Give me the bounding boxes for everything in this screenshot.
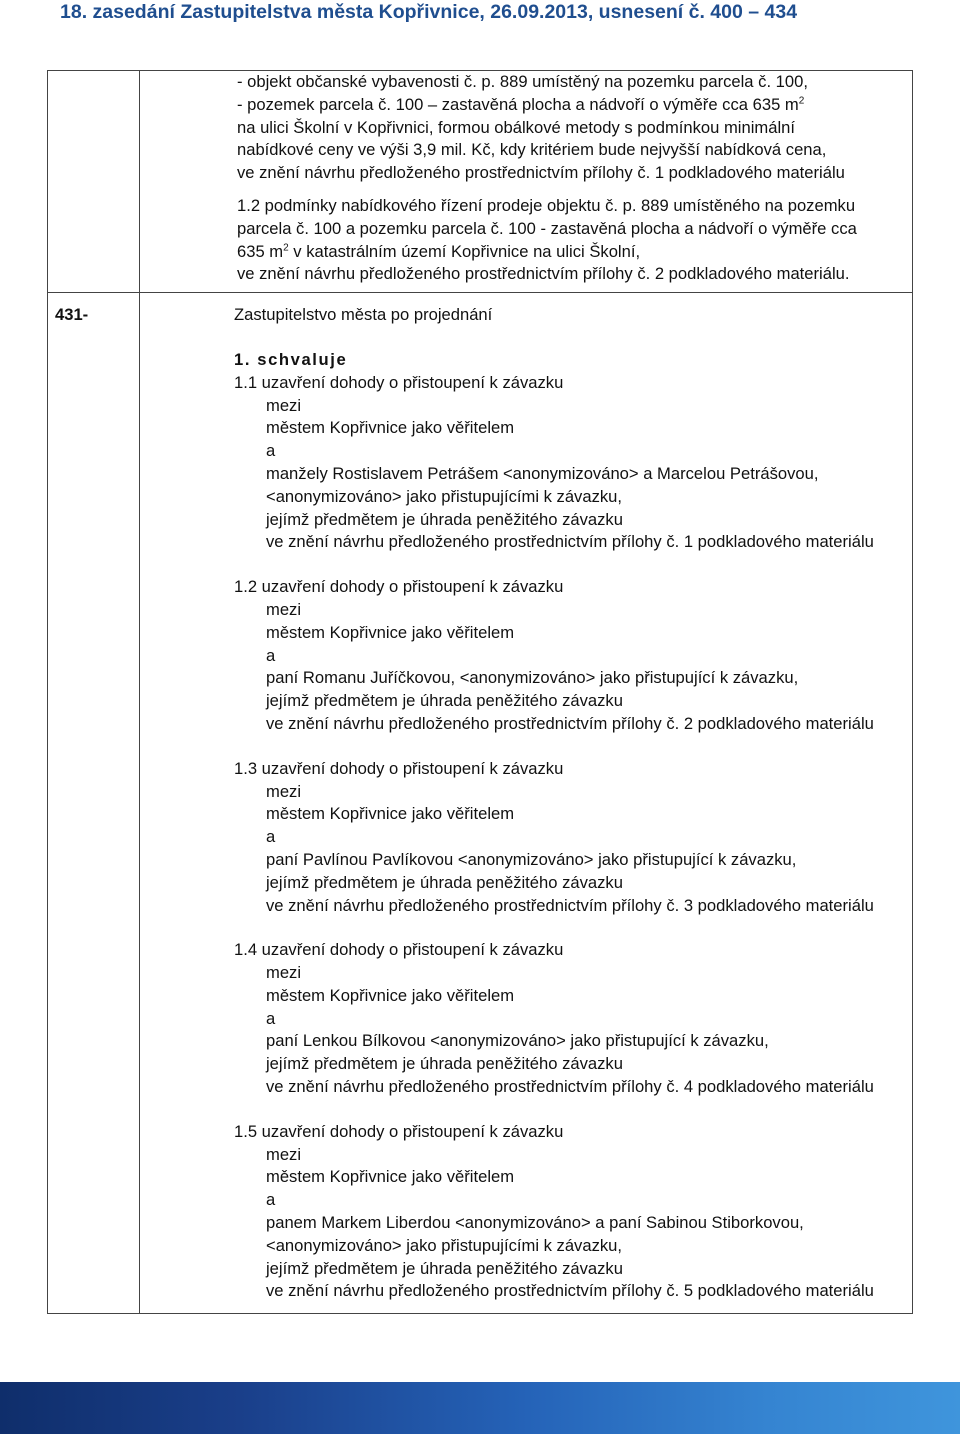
text-line: - objekt občanské vybavenosti č. p. 889 umístěný na pozemku parcela č. 100, [237,72,808,91]
item-title: 1.4 uzavření dohody o přistoupení k závazku [234,940,564,960]
list-item [234,576,912,736]
resolution-table [47,70,913,1314]
text-line: ve znění návrhu předloženého prostřednictvím přílohy č. 5 podkladového materiálu [266,1281,874,1301]
text-line: a [266,827,276,847]
text-line: jejímž předmětem je úhrada peněžitého závazku [266,1054,623,1074]
table-row-previous [48,71,913,293]
text-line: mezi [266,781,302,801]
text-line: mezi [266,1144,302,1164]
text-line [237,241,912,264]
resolution-intro: Zastupitelstvo města po projednání [234,305,493,325]
text-line: manžely Rostislavem Petrášem <anonymizováno> a Marcelou Petrášovou, [266,463,819,483]
superscript: 2 [798,95,805,107]
text-line: a [266,441,276,461]
text-fragment: v katastrálním území Kopřivnice na ulici Školní, [288,241,641,261]
text-line: ve znění návrhu předloženého prostřednictvím přílohy č. 2 podkladového materiálu [266,713,874,733]
text-line: městem Kopřivnice jako věřitelem [266,804,515,824]
text-line: mezi [266,963,302,983]
item-title: 1.1 uzavření dohody o přistoupení k závazku [234,372,564,392]
item-title: 1.2 uzavření dohody o přistoupení k závazku [234,577,564,597]
text-line: ve znění návrhu předloženého prostřednictvím přílohy č. 1 podkladového materiálu [266,532,874,552]
list-item [234,1121,912,1303]
text-fragment: 635 m [237,241,284,261]
text-line: jejímž předmětem je úhrada peněžitého závazku [266,691,623,711]
footer-band [0,1382,960,1434]
text-line: městem Kopřivnice jako věřitelem [266,418,515,438]
text-line: paní Lenkou Bílkovou <anonymizováno> jako přistupující k závazku, [266,1031,769,1051]
content-cell-resolution [140,293,913,1314]
number-cell [48,293,140,1314]
text-line: 1.2 podmínky nabídkového řízení prodeje objektu č. p. 889 umístěného na pozemku [237,195,856,215]
text-line: ve znění návrhu předloženého prostřednictvím přílohy č. 4 podkladového materiálu [266,1077,874,1097]
text-line: mezi [266,395,302,415]
list-item [234,758,912,918]
text-line [237,94,912,117]
text-line: a [266,645,276,665]
text-fragment: - pozemek parcela č. 100 – zastavěná plocha a nádvoří o výměře cca 635 m [237,94,799,114]
superscript: 2 [283,242,289,254]
text-line: městem Kopřivnice jako věřitelem [266,1167,515,1187]
text-line: <anonymizováno> jako přistupujícími k závazku, [266,1235,623,1255]
list-item [234,939,912,1099]
text-line: jejímž předmětem je úhrada peněžitého závazku [266,872,623,892]
text-line: nabídkové ceny ve výši 3,9 mil. Kč, kdy kritériem bude nejvyšší nabídková cena, [237,140,827,160]
text-line: ve znění návrhu předloženého prostřednictvím přílohy č. 3 podkladového materiálu [266,895,874,915]
resolution-number: 431- [55,305,89,325]
text-line: jejímž předmětem je úhrada peněžitého závazku [266,509,623,529]
text-line: na ulici Školní v Kopřivnici, formou obálkové metody s podmínkou minimální [237,117,795,137]
text-line: <anonymizováno> jako přistupujícími k závazku, [266,486,623,506]
page-header-title: 18. zasedání Zastupitelstva města Kopřivnice, 26.09.2013, usnesení č. 400 – 434 [60,1,798,23]
text-line: jejímž předmětem je úhrada peněžitého závazku [266,1258,623,1278]
text-line: ve znění návrhu předloženého prostřednictvím přílohy č. 2 podkladového materiálu. [237,264,850,284]
text-line: městem Kopřivnice jako věřitelem [266,622,515,642]
resolution-body [140,293,912,1313]
number-cell-empty [48,71,140,293]
text-line: parcela č. 100 a pozemku parcela č. 100 - zastavěná plocha a nádvoří o výměře cca [237,218,857,238]
table-row-resolution [48,293,913,1314]
text-line: mezi [266,599,302,619]
text-line: paní Pavlínou Pavlíkovou <anonymizováno> jako přistupující k závazku, [266,849,797,869]
text-line: panem Markem Liberdou <anonymizováno> a paní Sabinou Stiborkovou, [266,1213,804,1233]
previous-resolution-text [140,71,912,292]
text-line: a [266,1008,276,1028]
text-line: ve znění návrhu předloženého prostřednictvím přílohy č. 1 podkladového materiálu [237,163,845,183]
list-item [234,372,912,554]
text-line: a [266,1190,276,1210]
approve-heading: 1. schvaluje [234,349,348,369]
content-cell-previous [140,71,913,293]
item-title: 1.5 uzavření dohody o přistoupení k závazku [234,1121,564,1141]
item-title: 1.3 uzavření dohody o přistoupení k závazku [234,758,564,778]
text-line: paní Romanu Juříčkovou, <anonymizováno> jako přistupující k závazku, [266,668,799,688]
text-line: městem Kopřivnice jako věřitelem [266,985,515,1005]
